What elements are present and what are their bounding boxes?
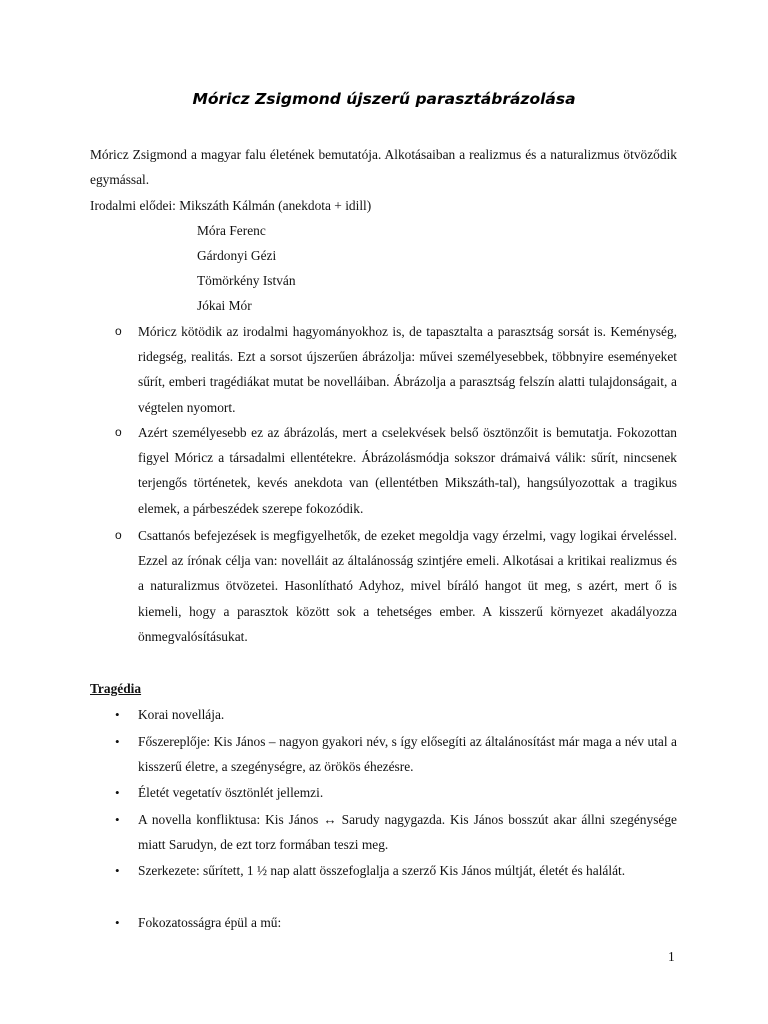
bullet-icon: • bbox=[115, 915, 120, 930]
o-list-item: Csattanós befejezések is megfigyelhetők, de ezeket megoldja vagy érzelmi, vagy logikai érveléssel. Ezzel az írónak célja van: novelláit az általánosság szintjére emeli. Alkotásai a kritikai realizmus és a naturalizmus ötvözetei. Hasonlítható Adyhoz, mivel bíráló hangot üt meg, s azért, mert ő is kiemeli, hogy a parasztok között sok a tehetséges ember. A kisszerű környezet akadályozza önmegvalósításukat. bbox=[138, 528, 677, 644]
bullet-list-item: Korai novellája. bbox=[138, 707, 225, 722]
bullet-list-item: Életét vegetatív ösztönlét jellemzi. bbox=[138, 785, 324, 800]
bullet-icon: • bbox=[115, 785, 120, 800]
predecessor-item: Jókai Mór bbox=[197, 298, 252, 313]
o-list-item: Móricz kötödik az irodalmi hagyományokhoz is, de tapasztalta a parasztság sorsát is. Keménység, ridegség, realitás. Ezt a sorsot újszerűen ábrázolja: művei személyesebbek, többnyire eseményeket sűrít, emberi tragédiákat mutat be novelláiban. Ábrázolja a parasztság felszín alatti tulajdonságait, a végtelen nyomort. bbox=[138, 324, 677, 415]
bullet-icon: • bbox=[115, 863, 120, 878]
page-number: 1 bbox=[668, 949, 675, 964]
list-marker: o bbox=[115, 425, 122, 439]
list-marker: o bbox=[115, 324, 122, 338]
predecessors-label: Irodalmi elődei: Mikszáth Kálmán (anekdota + idill) bbox=[90, 198, 372, 213]
bullet-list-item: A novella konfliktusa: Kis János ↔ Sarudy nagygazda. Kis János bosszút akar állni szegénysége miatt Sarudyn, de ezt torz formában teszi meg. bbox=[138, 812, 677, 853]
document-title: Móricz Zsigmond újszerű parasztábrázolása bbox=[192, 90, 576, 108]
predecessor-item: Móra Ferenc bbox=[197, 223, 266, 238]
predecessor-item: Gárdonyi Gézi bbox=[197, 248, 277, 263]
predecessor-item: Tömörkény István bbox=[197, 273, 296, 288]
bullet-list-item: Szerkezete: sűrített, 1 ½ nap alatt összefoglalja a szerző Kis János múltját, életét és halálát. bbox=[138, 863, 626, 878]
bullet-icon: • bbox=[115, 734, 120, 749]
list-marker: o bbox=[115, 528, 122, 542]
bullet-list-item: Főszereplője: Kis János – nagyon gyakori név, s így elősegíti az általánosítást már maga a név utal a kisszerű életre, a szegénységre, az örökös éhezésre. bbox=[138, 734, 677, 775]
bullet-icon: • bbox=[115, 707, 120, 722]
intro-paragraph: Móricz Zsigmond a magyar falu életének bemutatója. Alkotásaiban a realizmus és a naturalizmus ötvöződik egymással. bbox=[90, 147, 677, 187]
section-heading: Tragédia bbox=[90, 681, 142, 696]
bullet-icon: • bbox=[115, 812, 120, 827]
o-list-item: Azért személyesebb ez az ábrázolás, mert a cselekvések belső ösztönzőit is bemutatja. Fokozottan figyel Móricz a társadalmi ellentétekre. Ábrázolásmódja sokszor drámaivá válik: sűrít, nincsenek terjengős történetek, kevés anekdota van (ellentétben Mikszáth-tal), hangsúlyozottak a tragikus elemek, a párbeszédek szerepe fokozódik. bbox=[138, 425, 677, 516]
bullet-list-item: Fokozatosságra épül a mű: bbox=[138, 915, 282, 930]
